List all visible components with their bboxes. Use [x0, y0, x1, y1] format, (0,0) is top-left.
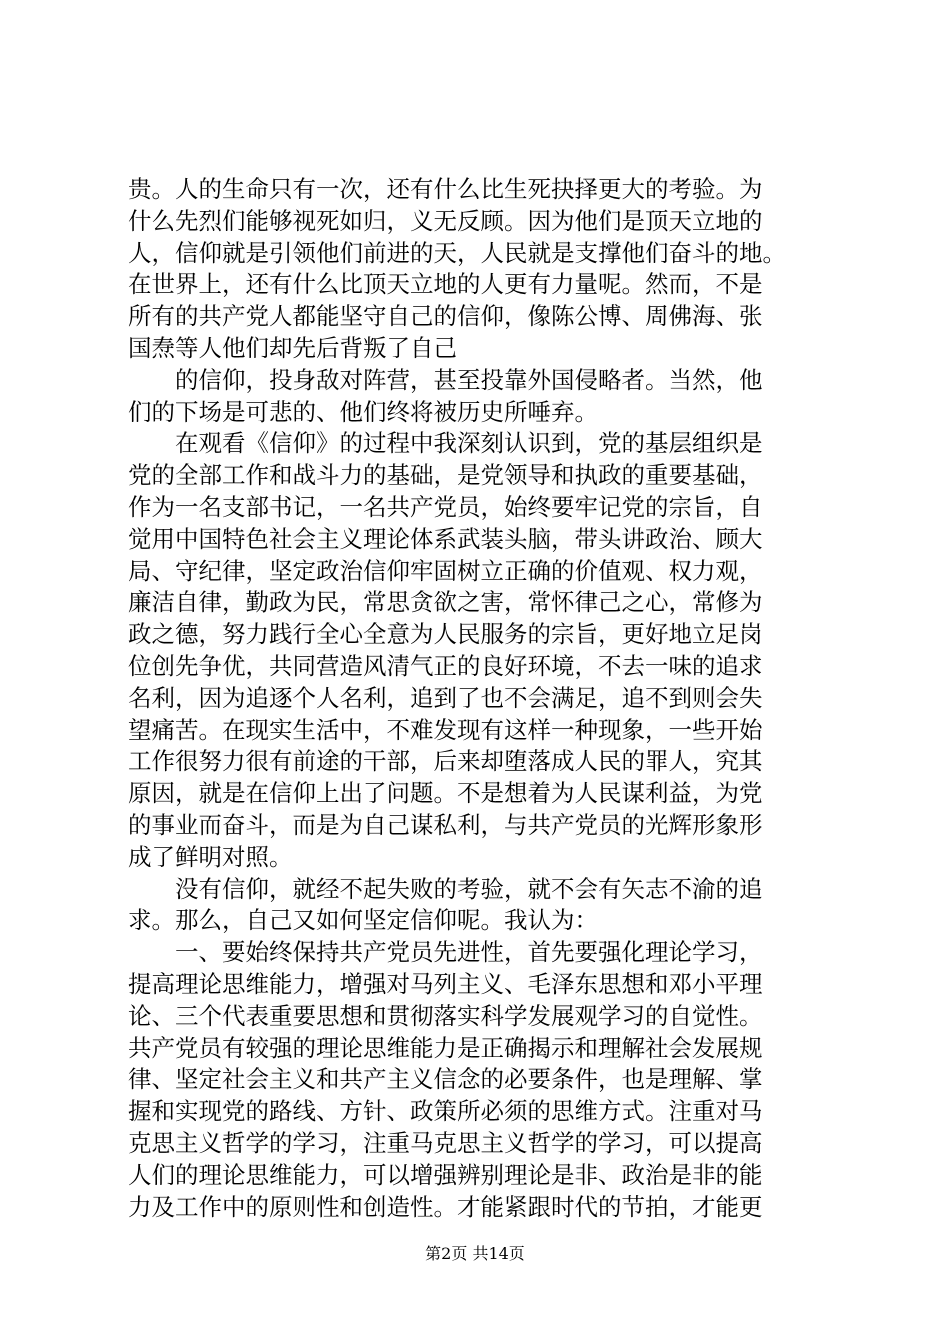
text-line: 在观看《信仰》的过程中我深刻认识到，党的基层组织是: [128, 429, 763, 458]
text-line: 廉洁自律，勤政为民，常思贪欲之害，常怀律己之心，常修为: [128, 588, 763, 617]
text-line: 人，信仰就是引领他们前进的天，人民就是支撑他们奋斗的地。: [128, 238, 786, 267]
text-line: 握和实现党的路线、方针、政策所必须的思维方式。注重对马: [128, 1097, 763, 1126]
page-number-footer: 第2页 共14页: [425, 1244, 525, 1263]
text-line: 力及工作中的原则性和创造性。才能紧跟时代的节拍，才能更: [128, 1192, 763, 1221]
text-line: 提高理论思维能力，增强对马列主义、毛泽东思想和邓小平理: [128, 969, 763, 998]
text-line: 望痛苦。在现实生活中，不难发现有这样一种现象，一些开始: [128, 715, 763, 744]
text-line: 局、守纪律，坚定政治信仰牢固树立正确的价值观、权力观，: [128, 556, 763, 585]
text-line: 国焘等人他们却先后背叛了自己: [128, 333, 457, 362]
text-line: 没有信仰，就经不起失败的考验，就不会有矢志不渝的追: [128, 874, 763, 903]
text-line: 政之德，努力践行全心全意为人民服务的宗旨，更好地立足岗: [128, 620, 763, 649]
text-line: 们的下场是可悲的、他们终将被历史所唾弃。: [128, 397, 598, 426]
text-line: 的信仰，投身敌对阵营，甚至投靠外国侵略者。当然，他: [128, 365, 763, 394]
text-line: 的事业而奋斗，而是为自己谋私利，与共产党员的光辉形象形: [128, 810, 763, 839]
text-line: 共产党员有较强的理论思维能力是正确揭示和理解社会发展规: [128, 1033, 763, 1062]
document-body: [128, 174, 828, 1223]
text-line: 作为一名支部书记，一名共产党员，始终要牢记党的宗旨，自: [128, 492, 763, 521]
text-line: 位创先争优，共同营造风清气正的良好环境，不去一味的追求: [128, 651, 763, 680]
text-line: 律、坚定社会主义和共产主义信念的必要条件，也是理解、掌: [128, 1065, 763, 1094]
text-line: 所有的共产党人都能坚守自己的信仰，像陈公博、周佛海、张: [128, 302, 763, 331]
text-line: 求。那么，自己又如何坚定信仰呢。我认为：: [128, 906, 598, 935]
text-line: 贵。人的生命只有一次，还有什么比生死抉择更大的考验。为: [128, 175, 763, 203]
text-line: 觉用中国特色社会主义理论体系武装头脑，带头讲政治、顾大: [128, 524, 763, 553]
text-line: 人们的理论思维能力，可以增强辨别理论是非、政治是非的能: [128, 1160, 763, 1189]
text-line: 党的全部工作和战斗力的基础，是党领导和执政的重要基础，: [128, 461, 763, 490]
text-line: 名利，因为追逐个人名利，追到了也不会满足，追不到则会失: [128, 683, 763, 712]
text-line: 在世界上，还有什么比顶天立地的人更有力量呢。然而，不是: [128, 270, 763, 299]
text-line: 什么先烈们能够视死如归，义无反顾。因为他们是顶天立地的: [128, 206, 763, 235]
text-line: 一、要始终保持共产党员先进性，首先要强化理论学习，: [128, 938, 763, 967]
text-line: 原因，就是在信仰上出了问题。不是想着为人民谋利益，为党: [128, 779, 763, 808]
text-line: 成了鲜明对照。: [128, 842, 293, 871]
text-line: 论、三个代表重要思想和贯彻落实科学发展观学习的自觉性。: [128, 1001, 763, 1030]
text-line: 工作很努力很有前途的干部，后来却堕落成人民的罪人，究其: [128, 747, 763, 776]
text-line: 克思主义哲学的学习，注重马克思主义哲学的学习，可以提高: [128, 1128, 763, 1157]
